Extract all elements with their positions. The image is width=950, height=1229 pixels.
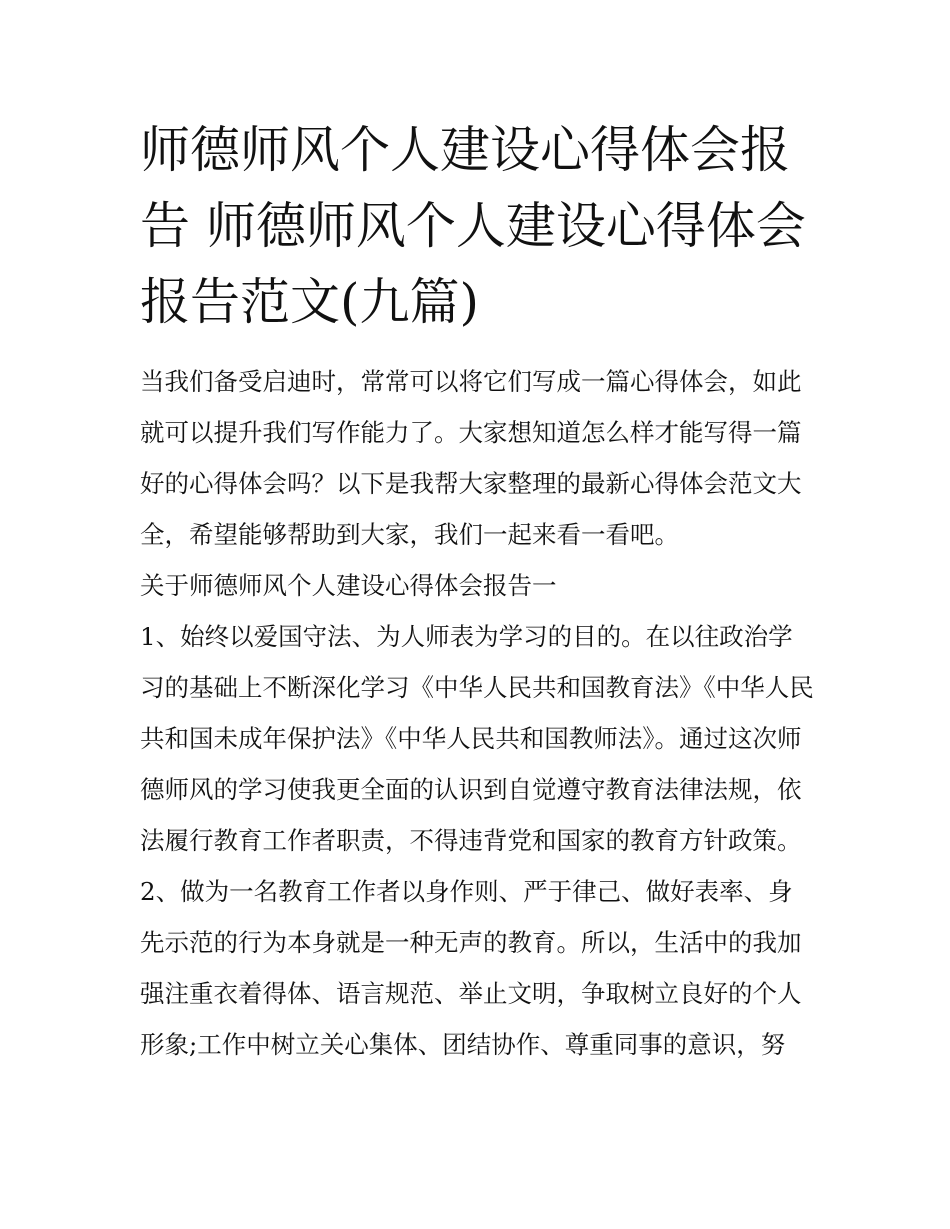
point-one-paragraph: 1、始终以爱国守法、为人师表为学习的目的。在以往政治学习的基础上不断深化学习《中华人民共和国教育法》《中华人民共和国未成年保护法》《中华人民共和国教师法》。通过这次师德师风的学习使我更全面的认识到自觉遵守教育法律法规，依法履行教育工作者职责，不得违背党和国家的教育方针政策。 [140,622,814,855]
section-heading: 关于师德师风个人建设心得体会报告一 [140,571,557,600]
document-title: 师德师风个人建设心得体会报告 师德师风个人建设心得体会报告范文(九篇) [140,121,806,331]
intro-paragraph: 当我们备受启迪时，常常可以将它们写成一篇心得体会，如此就可以提升我们写作能力了。大家想知道怎么样才能写得一篇好的心得体会吗？以下是我帮大家整理的最新心得体会范文大全，希望能够帮助到大家，我们一起来看一看吧。 [140,367,802,549]
document-body [140,356,815,1070]
point-two-paragraph: 2、做为一名教育工作者以身作则、严于律己、做好表率、身先示范的行为本身就是一种无声的教育。所以，生活中的我加强注重衣着得体、语言规范、举止文明，争取树立良好的个人形象;工作中树立关心集体、团结协作、尊重同事的意识，努 [140,877,802,1059]
